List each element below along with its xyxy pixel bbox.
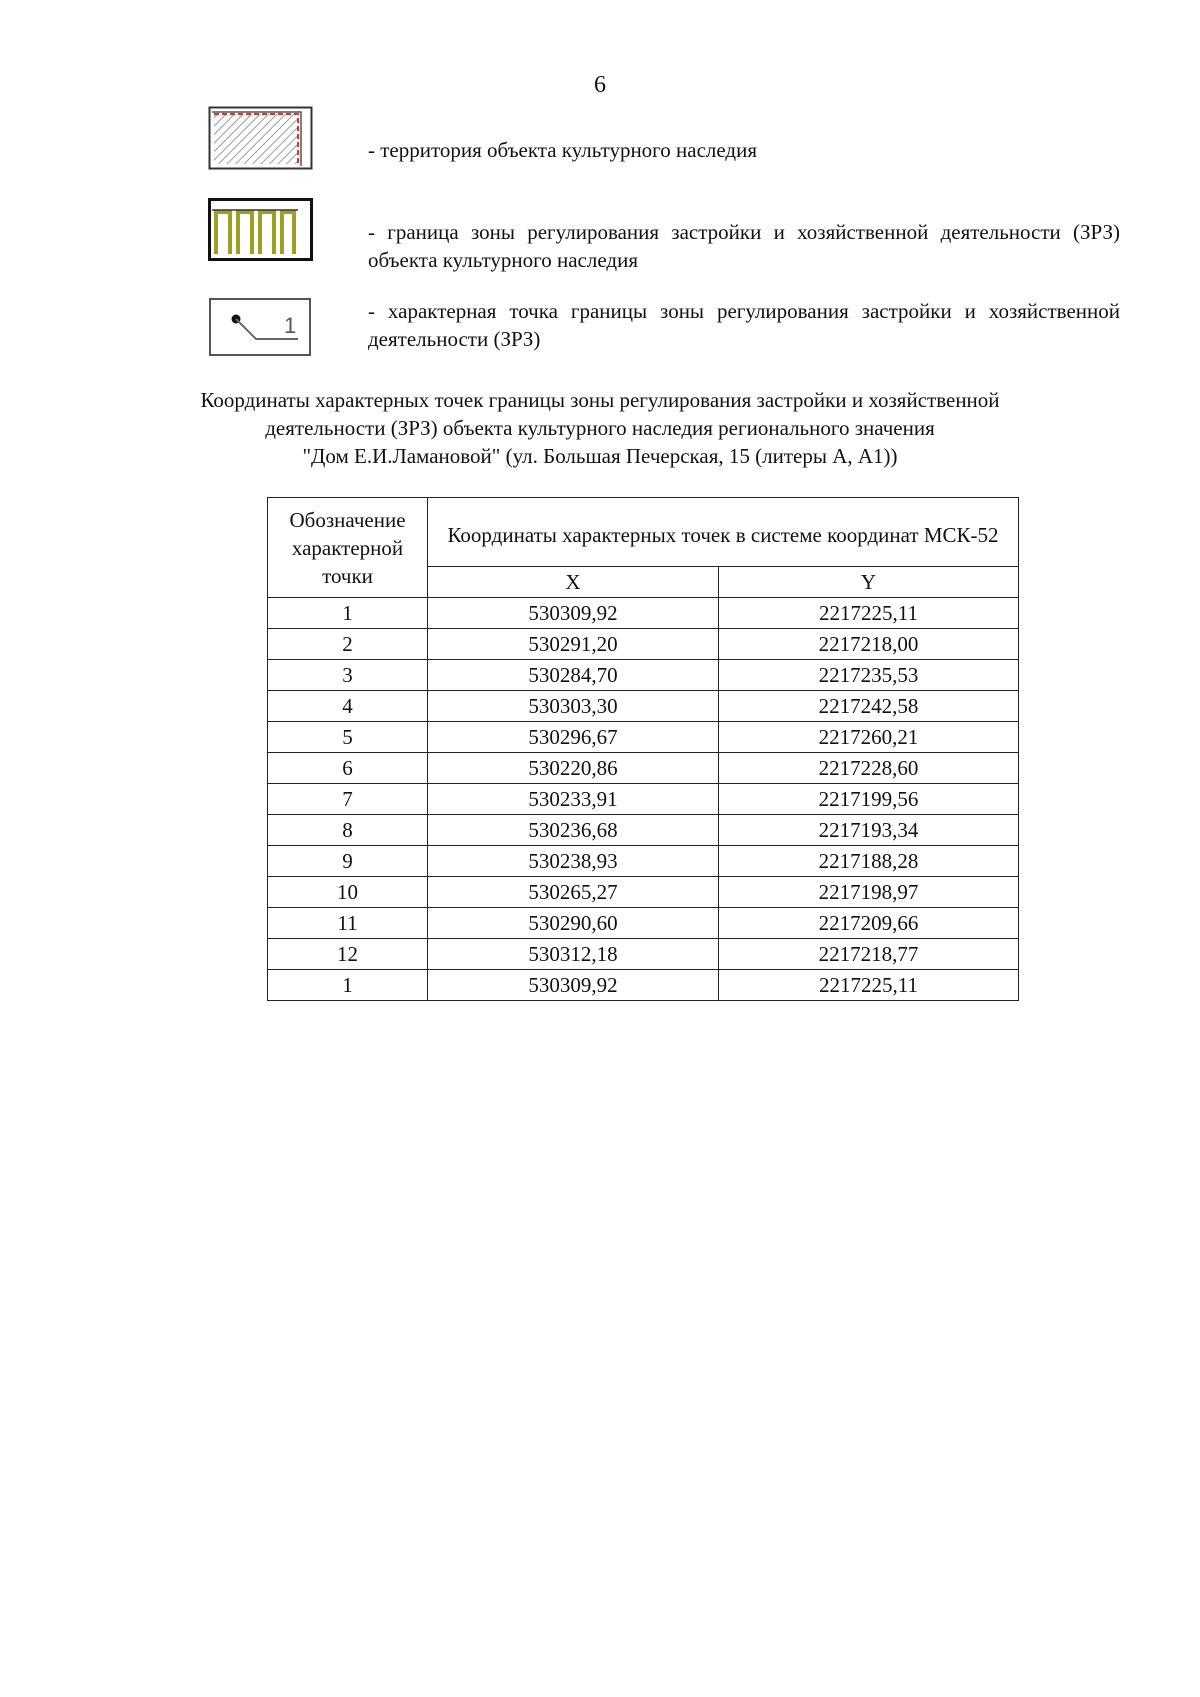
table-row bbox=[268, 784, 1019, 815]
table-body bbox=[268, 598, 1019, 1001]
title-line-1: Координаты характерных точек границы зоны регулирования застройки и хозяйственной bbox=[200, 388, 1000, 412]
cell-point: 1 bbox=[268, 598, 428, 629]
table-row bbox=[268, 598, 1019, 629]
zrz-point-label: 1 bbox=[284, 313, 297, 338]
cell-point: 1 bbox=[268, 970, 428, 1001]
cell-y: 2217228,60 bbox=[719, 753, 1019, 784]
cell-y: 2217242,58 bbox=[719, 691, 1019, 722]
cell-x: 530296,67 bbox=[428, 722, 719, 753]
table-row bbox=[268, 753, 1019, 784]
legend-text: - характерная точка границы зоны регулирования застройки и хозяйственной деятельности (ЗРЗ) bbox=[368, 299, 1120, 351]
title-line-3: "Дом Е.И.Ламановой" (ул. Большая Печерская, 15 (литеры А, А1)) bbox=[302, 444, 898, 468]
cell-point: 8 bbox=[268, 815, 428, 846]
zrz-boundary-icon bbox=[208, 198, 314, 264]
cell-y: 2217199,56 bbox=[719, 784, 1019, 815]
cell-y: 2217225,11 bbox=[719, 598, 1019, 629]
cell-x: 530290,60 bbox=[428, 908, 719, 939]
cell-point: 10 bbox=[268, 877, 428, 908]
page-number: 6 bbox=[594, 72, 606, 98]
cell-x: 530238,93 bbox=[428, 846, 719, 877]
cell-y: 2217225,11 bbox=[719, 970, 1019, 1001]
cell-x: 530236,68 bbox=[428, 815, 719, 846]
table-row bbox=[268, 815, 1019, 846]
cell-y: 2217260,21 bbox=[719, 722, 1019, 753]
cell-y: 2217188,28 bbox=[719, 846, 1019, 877]
cell-point: 7 bbox=[268, 784, 428, 815]
zrz-point-icon bbox=[208, 297, 314, 359]
cell-y: 2217235,53 bbox=[719, 660, 1019, 691]
cell-x: 530284,70 bbox=[428, 660, 719, 691]
legend-item-zrz-boundary bbox=[208, 198, 1120, 272]
cell-point: 6 bbox=[268, 753, 428, 784]
cell-x: 530265,27 bbox=[428, 877, 719, 908]
title-line-2: деятельности (ЗРЗ) объекта культурного наследия регионального значения bbox=[265, 416, 935, 440]
header-point: Обозначение характерной точки bbox=[268, 498, 428, 598]
cell-x: 530220,86 bbox=[428, 753, 719, 784]
header-coordinate-system: Координаты характерных точек в системе координат МСК-52 bbox=[428, 498, 1019, 567]
table-row bbox=[268, 691, 1019, 722]
coordinates-table bbox=[267, 497, 1019, 1001]
cell-point: 12 bbox=[268, 939, 428, 970]
table-row bbox=[268, 629, 1019, 660]
table-row bbox=[268, 908, 1019, 939]
table-row bbox=[268, 970, 1019, 1001]
header-x: X bbox=[428, 567, 719, 598]
table-row bbox=[268, 846, 1019, 877]
heritage-territory-icon bbox=[208, 106, 314, 172]
legend-item-heritage-territory bbox=[208, 106, 1120, 172]
table-row bbox=[268, 660, 1019, 691]
legend-text: - территория объекта культурного наследия bbox=[368, 138, 758, 162]
cell-point: 9 bbox=[268, 846, 428, 877]
cell-x: 530309,92 bbox=[428, 598, 719, 629]
cell-point: 4 bbox=[268, 691, 428, 722]
legend-text: - граница зоны регулирования застройки и хозяйственной деятельности (ЗРЗ) объекта культурного наследия bbox=[368, 220, 1120, 272]
cell-y: 2217193,34 bbox=[719, 815, 1019, 846]
cell-y: 2217218,00 bbox=[719, 629, 1019, 660]
cell-point: 2 bbox=[268, 629, 428, 660]
cell-x: 530233,91 bbox=[428, 784, 719, 815]
legend-item-zrz-point bbox=[208, 297, 1120, 359]
cell-point: 11 bbox=[268, 908, 428, 939]
cell-y: 2217198,97 bbox=[719, 877, 1019, 908]
cell-point: 3 bbox=[268, 660, 428, 691]
cell-x: 530309,92 bbox=[428, 970, 719, 1001]
table-row bbox=[268, 722, 1019, 753]
cell-y: 2217218,77 bbox=[719, 939, 1019, 970]
header-y: Y bbox=[719, 567, 1019, 598]
table-title bbox=[150, 386, 1050, 470]
cell-x: 530303,30 bbox=[428, 691, 719, 722]
table-row bbox=[268, 939, 1019, 970]
cell-y: 2217209,66 bbox=[719, 908, 1019, 939]
cell-x: 530291,20 bbox=[428, 629, 719, 660]
cell-x: 530312,18 bbox=[428, 939, 719, 970]
cell-point: 5 bbox=[268, 722, 428, 753]
table-row bbox=[268, 877, 1019, 908]
